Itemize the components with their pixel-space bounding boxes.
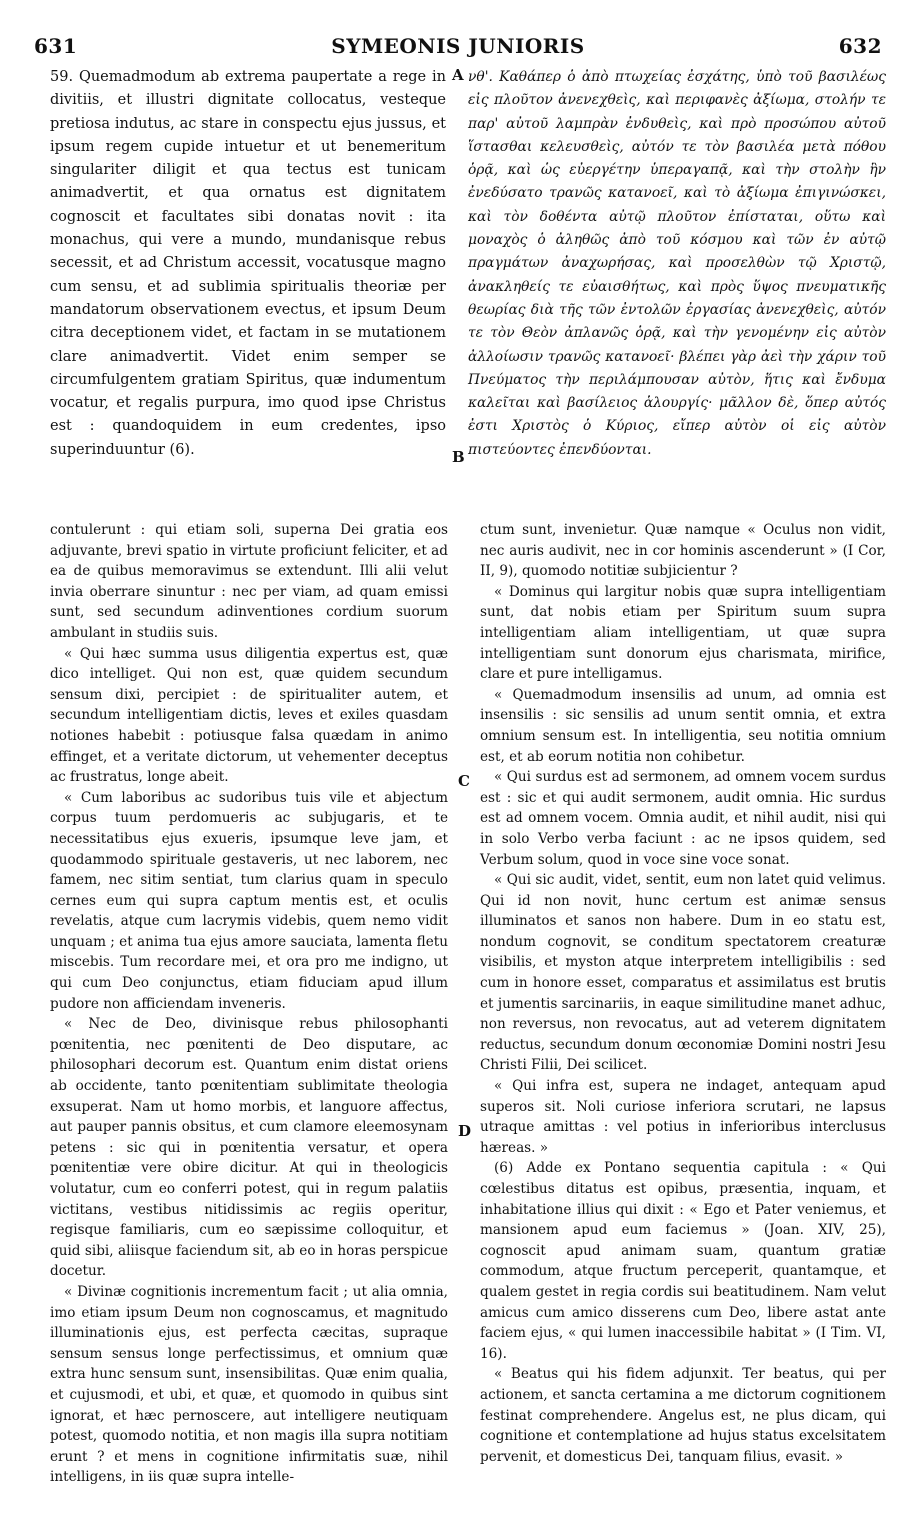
left-column xyxy=(50,520,448,1488)
left-paragraph: « Qui hæc summa usus diligentia expertus est, quæ dico intelliget. Qui non est, quæ quidem secundum sensum dixi, percipiet : de spiritualiter autem, et secundum intelligentiam dictis, leves et exiles quasdam notiones habebit : potiusque falsa quædam in animo effinget, et a veritate dictorum, ut vehementer deceptus ac frustratus, longe abeit. xyxy=(50,645,448,786)
left-paragraph: « Nec de Deo, divinisque rebus philosophanti pœnitentia, nec pœnitenti de Deo disputare, ac philosophari decorum est. Quantum enim distat oriens ab occidente, tanto pœnitentiam sublimitate theologia exsuperat. Nam ut homo morbis, et languore affectus, aut pauper pannis obsitus, et cum clamore eleemosynam petens : sic qui in pœnitentia versatur, et opera pœnitentiæ vere obire dicitur. At qui in theologicis volutatur, cum eo conferri potest, qui in regum palatiis victitans, vestibus nitidissimis ac regiis operitur, regisque familiaris, cum eo sæpissime colloquitur, et quid sibi, aliisque faciendum sit, ab eo in horas perspicue docetur. xyxy=(50,1016,448,1280)
margin-marker-a: A xyxy=(452,66,464,84)
margin-marker-c: C xyxy=(458,772,470,790)
left-paragraph: contulerunt : qui etiam soli, superna Dei gratia eos adjuvante, brevi spatio in virtute proficiunt feliciter, et ad ea de quibus memoravimus se extendunt. Illi alii velut invia oberrare sinuntur : nec per viam, ad quam emissi sunt, sed secundum adinventiones cordium suorum ambulant in studiis suis. xyxy=(50,522,448,641)
footnote-paragraph: (6) Adde ex Pontano sequentia capitula : « Qui cœlestibus ditatus est opibus, præsentia, inquam, et inhabitatione illius qui dixit : « Ego et Pater veniemus, et mansionem apud eum faciemus » (Joan. XIV, 25), cognoscit apud animam suam, quantum gratiæ commodum, atque fructum perceperit, quantamque, et qualem gestet in regia cordis sui beatitudinem. Nam velut amicus cum amico disserens cum Deo, libere astat ante faciem ejus, « qui lumen inaccessibile habitat » (I Tim. VI, 16). xyxy=(480,1160,886,1362)
running-title: SYMEONIS JUNIORIS xyxy=(331,34,585,58)
margin-marker-d: D xyxy=(458,1122,472,1140)
latin-paragraph-59: 59. Quemadmodum ab extrema paupertate a rege in divitiis, et illustri dignitate collocatus, vesteque pretiosa indutus, ac stare in conspectu ejus jussus, et ipsum regem cupide intuetur et ut benemeritum singulariter diligit et qua tectus est tunicam animadvertit, et qua ornatus est dignitatem cognoscit et facultates sibi donatas novit : ita monachus, qui vere a mundo, mundanisque rebus secessit, et ad Christum accessit, vocatusque magno cum sensu, et ad sublimia spiritualis theoriæ per mandatorum observationem evectus, et ipsum Deum citra deceptionem videt, et factam in se mutationem clare animadvertit. Videt enim semper se circumfulgentem gratiam Spiritus, quæ indumentum vocatur, et regalis purpura, imo quod ipse Christus est : quandoquidem in eum credentes, ipso superinduuntur (6). xyxy=(50,69,446,458)
right-paragraph: « Qui infra est, supera ne indaget, antequam apud superos sit. Noli curiose inferiora scrutari, ne lapsus utraque amittas : vel potius in inferioribus interclusus hæreas. » xyxy=(480,1078,886,1156)
page-number-left: 631 xyxy=(34,34,78,58)
right-paragraph: « Qui sic audit, videt, sentit, eum non latet quid velimus. Qui id non novit, hunc certum est animæ sensus illuminatos et sanos non habere. Dum in eo statu est, nondum cognovit, se conditum spectatorem creaturæ visibilis, et myston atque interpretem intelligibilis : sed cum in honore esset, comparatus et assimilatus est brutis et jumentis sarcinariis, in eaque similitudine manet adhuc, non reversus, non revocatus, aut ad veterem dignitatem reductus, secundum donum œconomiæ Domini nostri Jesu Christi Filii, Dei scilicet. xyxy=(480,872,886,1074)
right-paragraph: « Qui surdus est ad sermonem, ad omnem vocem surdus est : sic et qui audit sermonem, audit omnia. Hic surdus est ad omnem vocem. Omnia audit, et nihil audit, nisi qui in solo Verbo verba faciunt : ac ne ipsos quidem, sed Verbum solum, quod in voce sine voce sonat. xyxy=(480,769,886,868)
page-header xyxy=(34,34,882,58)
left-paragraph: « Cum laboribus ac sudoribus tuis vile et abjectum corpus tuum perdomueris ac subjugaris, et te necessitatibus ejus exueris, ipsumque leve jam, et quodammodo spirituale gestaveris, ut nec laborem, nec famem, nec sitim sentiat, tum clarius quam in speculo cernes eum qui supra captum mentis est, et oculis revelatis, atque cum lacrymis videbis, quem nemo vidit unquam ; et anima tua ejus amore sauciata, lamenta fletu miscebis. Tum recordare mei, et ora pro me indigno, ut qui cum Deo conjunctus, etiam fiduciam apud illum pudore non afficiendam inveneris. xyxy=(50,789,449,1012)
left-paragraph: « Divinæ cognitionis incrementum facit ; ut alia omnia, imo etiam ipsum Deum non cognoscamus, et magnitudo illuminationis ejus, est perfecta cæcitas, supraque sensum sensus longe perfectissimus, et omnium quæ extra hunc sensum sunt, insensibilitas. Quæ enim qualia, et cujusmodi, et ubi, et quæ, et quomodo in quibus sint ignorat, et hæc pernoscere, aut intelligere neutiquam potest, quomodo notitia, et non magis illa supra notitiam erunt ? et mens in cognitione infirmitatis suæ, nihil intelligens, in iis quæ supra intelle- xyxy=(50,1283,448,1486)
right-column xyxy=(480,520,886,1467)
greek-paragraph-59: νθ'. Καθάπερ ὁ ἀπὸ πτωχείας ἐσχάτης, ὑπὸ τοῦ βασιλέως εἰς πλοῦτον ἀνενεχθεὶς, καὶ περιφανὲς ἀξίωμα, στολήν τε παρ' αὐτοῦ λαμπρὰν ἐνδυθεὶς, καὶ πρὸ προσώπου αὐτοῦ ἵστασθαι κελευσθεὶς, αὐτόν τε τὸν βασιλέα μετὰ πόθου ὁρᾷ, καὶ ὡς εὐεργέτην ὑπεραγαπᾷ, καὶ τὴν στολὴν ἣν ἐνεδύσατο τρανῶς κατανοεῖ, καὶ τὸ ἀξίωμα ἐπιγινώσκει, καὶ τὸν δοθέντα αὐτῷ πλοῦτον ἐπίσταται, οὕτω καὶ μοναχὸς ὁ ἀληθῶς ἀπὸ τοῦ κόσμου καὶ τῶν ἐν αὐτῷ πραγμάτων ἀναχωρήσας, καὶ προσελθὼν τῷ Χριστῷ, ἀνακληθείς τε εὐαισθήτως, καὶ πρὸς ὕψος πνευματικῆς θεωρίας διὰ τῆς τῶν ἐντολῶν ἐργασίας ἀνενεχθεὶς, αὐτόν τε τὸν Θεὸν ἀπλανῶς ὁρᾷ, καὶ τὴν γενομένην εἰς αὐτὸν ἀλλοίωσιν τρανῶς κατανοεῖ· βλέπει γὰρ ἀεὶ τὴν χάριν τοῦ Πνεύματος τὴν περιλάμπουσαν αὐτὸν, ἥτις καὶ ἔνδυμα καλεῖται καὶ βασίλειος ἁλουργίς· μᾶλλον δὲ, ὅπερ αὐτός ἐστι Χριστὸς ὁ Κύριος, εἴπερ αὐτὸν οἱ εἰς αὐτὸν πιστεύοντες ἐπενδύονται. xyxy=(468,69,886,458)
page-number-right: 632 xyxy=(838,34,882,58)
right-paragraph: « Quemadmodum insensilis ad unum, ad omnia est insensilis : sic sensilis ad unum sentit omnia, et extra omnium sensum est. In intelligentia, seu notitia omnium est, et ab eorum notitia non cohibetur. xyxy=(480,686,886,765)
footnote-paragraph: « Beatus qui his fidem adjunxit. Ter beatus, qui per actionem, et sancta certamina a me dictorum cognitionem festinat comprehendere. Angelus est, ne plus dicam, qui cognitione et contemplatione ad hujus status excelsitatem pervenit, et domesticus Dei, tanquam filius, evasit. » xyxy=(480,1366,886,1465)
right-paragraph: « Dominus qui largitur nobis quæ supra intelligentiam sunt, dat nobis etiam per Spiritum suum supra intelligentiam aliam intelligentiam, ut quæ supra intelligentiam sunt donorum ejus charismata, mirifice, clare et pure intelligamus. xyxy=(480,583,886,683)
right-paragraph: ctum sunt, invenietur. Quæ namque « Oculus non vidit, nec auris audivit, nec in cor hominis ascenderunt » (I Cor, II, 9), quomodo notitiæ subjicientur ? xyxy=(480,522,886,580)
margin-marker-b: B xyxy=(452,448,465,466)
